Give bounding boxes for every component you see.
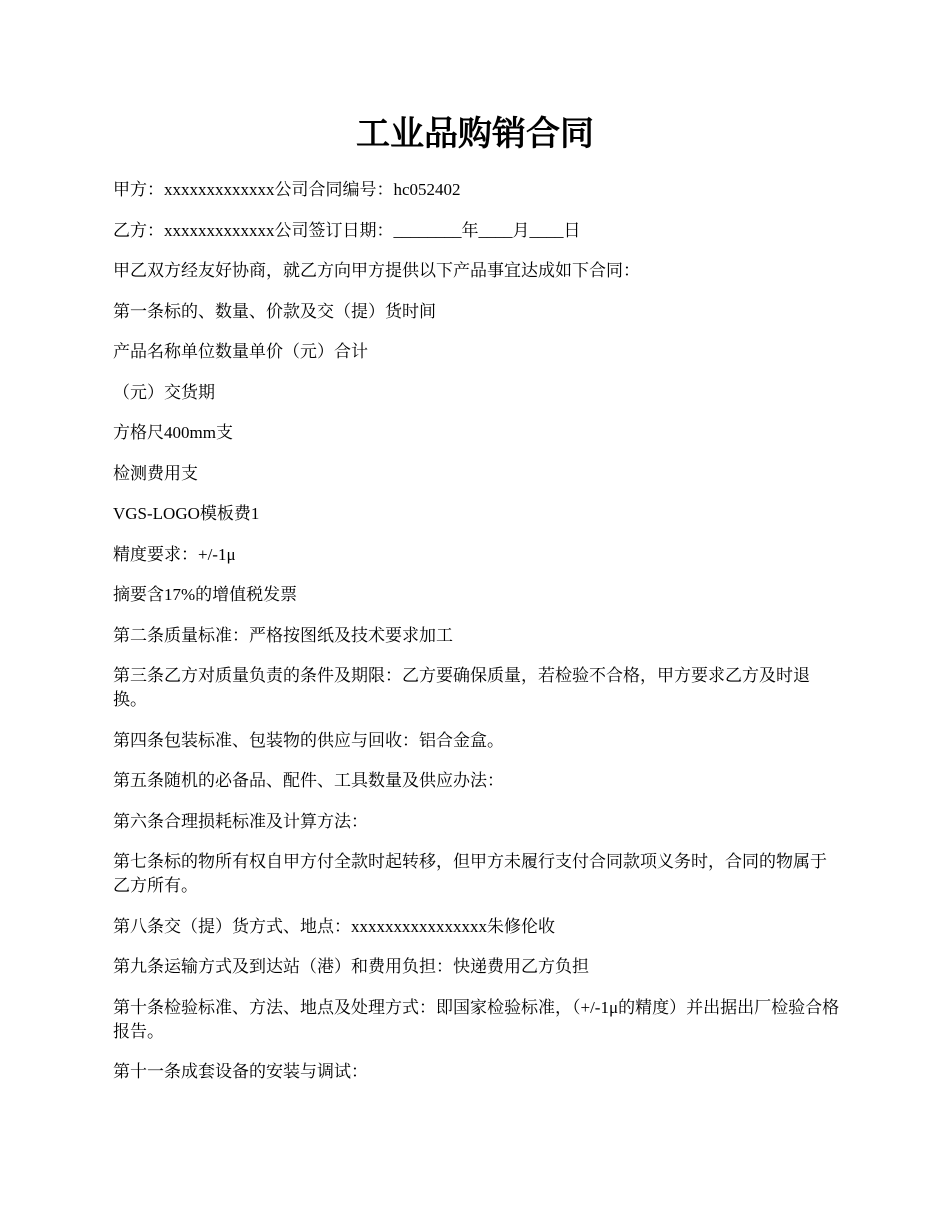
document-body — [113, 178, 840, 1101]
article-10: 第十条检验标准、方法、地点及处理方式：即国家检验标准，（+/-1μ的精度）并出据出厂检验合格报告。 — [113, 997, 840, 1041]
document-title: 工业品购销合同 — [356, 116, 594, 153]
product-table-header: 产品名称单位数量单价（元）合计 — [113, 342, 368, 361]
article-6: 第六条合理损耗标准及计算方法： — [113, 811, 368, 831]
article-11: 第十一条成套设备的安装与调试： — [113, 1062, 368, 1081]
article-9: 第九条运输方式及到达站（港）和费用负担：快递费用乙方负担 — [113, 957, 589, 976]
party-a-line: 甲方：xxxxxxxxxxxxx公司合同编号：hc052402 — [113, 180, 461, 199]
article-3: 第三条乙方对质量负责的条件及期限：乙方要确保质量，若检验不合格，甲方要求乙方及时退换。 — [113, 666, 810, 709]
precision-requirement: 精度要求：+/-1μ — [113, 544, 236, 564]
product-row-ruler: 方格尺400mm支 — [113, 423, 233, 442]
article-4: 第四条包装标准、包装物的供应与回收：铝合金盒。 — [113, 730, 504, 750]
party-b-line: 乙方：xxxxxxxxxxxxx公司签订日期：________年____月____日 — [113, 220, 581, 240]
summary-vat-note: 摘要含17%的增值税发票 — [113, 585, 298, 604]
product-row-testing-fee: 检测费用支 — [113, 463, 198, 483]
article-5: 第五条随机的必备品、配件、工具数量及供应办法： — [113, 771, 504, 790]
article-1-heading: 第一条标的、数量、价款及交（提）货时间 — [113, 301, 436, 321]
product-row-logo-template: VGS-LOGO模板费1 — [113, 504, 260, 523]
article-8: 第八条交（提）货方式、地点：xxxxxxxxxxxxxxxx朱修伦收 — [113, 916, 555, 936]
product-table-header-cont: （元）交货期 — [113, 382, 215, 402]
article-2: 第二条质量标准：严格按图纸及技术要求加工 — [113, 625, 453, 645]
preamble: 甲乙双方经友好协商，就乙方向甲方提供以下产品事宜达成如下合同： — [113, 261, 640, 280]
article-7: 第七条标的物所有权自甲方付全款时起转移，但甲方未履行支付合同款项义务时，合同的物属于乙方所有。 — [113, 852, 827, 895]
